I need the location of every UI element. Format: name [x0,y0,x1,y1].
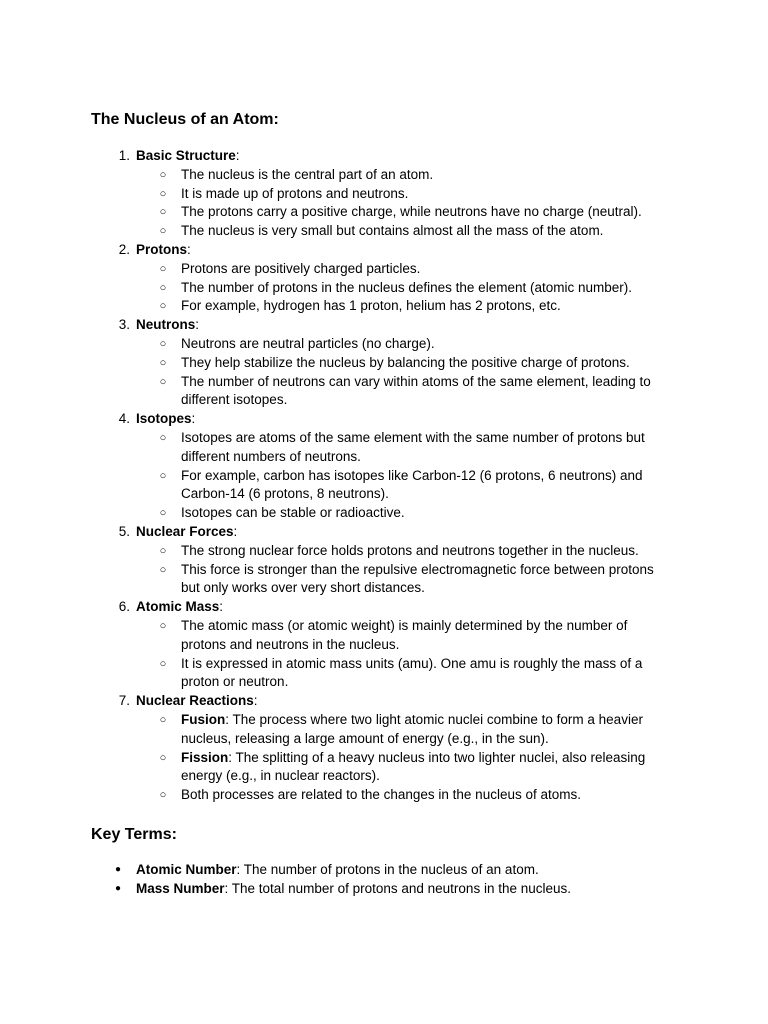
section-colon: : [195,317,200,333]
list-item [0,749,768,787]
item-text: Both processes are related to the changes in the nucleus of atoms. [181,787,581,803]
item-text: For example, carbon has isotopes like Carbon-12 (6 protons, 6 neutrons) and Carbon-14 (6 protons, 8 neutrons). [181,467,643,502]
list-item [0,617,768,655]
section-colon: : [219,599,224,615]
list-item [0,335,768,354]
section-points [0,335,768,410]
list-item [0,373,768,411]
section-item [0,692,768,805]
section-number: 2. [118,241,130,257]
section-title: Protons [136,241,188,257]
item-term: Fission [181,749,229,765]
section-colon: : [253,693,258,709]
bullet-icon: ● [114,864,122,875]
key-term-item [0,861,768,880]
item-text: The nucleus is very small but contains almost all the mass of the atom. [181,223,604,239]
section-title: Basic Structure [136,148,236,163]
section-number: 6. [118,599,130,615]
circle-bullet-icon: ○ [159,300,167,313]
list-item [0,185,768,204]
item-text: The strong nuclear force holds protons and neutrons together in the nucleus. [181,542,639,558]
page-title: The Nucleus of an Atom: [91,111,279,128]
section-points [0,542,768,598]
section-colon: : [191,411,196,427]
section-heading [0,598,768,617]
section-item [0,316,768,410]
item-text: Neutrons are neutral particles (no charge). [181,335,435,351]
section-points [0,166,768,241]
circle-bullet-icon: ○ [159,187,167,200]
item-text: For example, hydrogen has 1 proton, helium has 2 protons, etc. [181,298,561,314]
item-text: The protons carry a positive charge, while neutrons have no charge (neutral). [181,204,642,220]
section-points [0,260,768,316]
section-title: Isotopes [136,411,192,427]
circle-bullet-icon: ○ [159,751,167,764]
section-colon: : [235,148,240,163]
key-terms-list [0,861,768,899]
section-colon: : [187,241,191,257]
list-item [0,655,768,693]
key-term-name: Atomic Number [136,862,237,877]
section-item [0,147,768,241]
list-item [0,166,768,185]
circle-bullet-icon: ○ [159,206,167,219]
list-item [0,260,768,279]
circle-bullet-icon: ○ [159,619,167,632]
section-points [0,711,768,805]
section-item [0,410,768,523]
list-item [0,203,768,222]
item-text: : The process where two light atomic nuclei combine to form a heavier nucleus, releasing a large amount of energy (e.g., in the sun). [181,711,643,746]
key-terms-heading: Key Terms: [91,826,177,843]
list-item [0,354,768,373]
section-number: 4. [118,411,130,427]
section-heading [0,147,768,166]
circle-bullet-icon: ○ [159,375,167,388]
item-term: Fusion [181,711,226,727]
section-number: 3. [118,317,130,333]
list-item [0,711,768,749]
key-term-name: Mass Number [136,880,225,896]
circle-bullet-icon: ○ [159,281,167,294]
circle-bullet-icon: ○ [159,544,167,557]
item-text: The number of protons in the nucleus defines the element (atomic number). [181,279,632,295]
section-points [0,429,768,523]
item-text: It is expressed in atomic mass units (amu). One amu is roughly the mass of a proton or neutron. [181,655,643,690]
circle-bullet-icon: ○ [159,657,167,670]
circle-bullet-icon: ○ [159,431,167,444]
section-item [0,241,768,316]
circle-bullet-icon: ○ [159,356,167,369]
circle-bullet-icon: ○ [159,337,167,350]
list-item [0,222,768,241]
list-item [0,786,768,805]
section-title: Nuclear Reactions [136,693,254,709]
circle-bullet-icon: ○ [159,507,167,520]
section-heading [0,692,768,711]
key-term-definition: : The number of protons in the nucleus of an atom. [236,862,539,877]
item-text: : The splitting of a heavy nucleus into two lighter nuclei, also releasing energy (e.g., in nuclear reactors). [181,749,646,784]
circle-bullet-icon: ○ [159,469,167,482]
circle-bullet-icon: ○ [159,225,167,238]
circle-bullet-icon: ○ [159,713,167,726]
sections-list [0,147,768,805]
section-colon: : [233,523,238,539]
item-text: Isotopes are atoms of the same element with the same number of protons but different numbers of neutrons. [181,429,645,464]
item-text: They help stabilize the nucleus by balancing the positive charge of protons. [181,354,630,370]
section-heading [0,410,768,429]
list-item [0,297,768,316]
section-title: Neutrons [136,317,196,333]
section-heading [0,241,768,260]
section-number: 5. [118,523,130,539]
circle-bullet-icon: ○ [159,262,167,275]
section-number: 1. [118,148,130,163]
list-item [0,279,768,298]
section-heading [0,316,768,335]
section-heading [0,523,768,542]
section-title: Atomic Mass [136,599,220,615]
list-item [0,542,768,561]
list-item [0,504,768,523]
section-item [0,598,768,692]
item-text: The number of neutrons can vary within atoms of the same element, leading to different isotopes. [181,373,651,408]
section-title: Nuclear Forces [136,523,234,539]
item-text: This force is stronger than the repulsive electromagnetic force between protons but only works over very short distances. [181,561,654,596]
section-number: 7. [118,693,130,709]
item-text: Protons are positively charged particles. [181,260,421,276]
circle-bullet-icon: ○ [159,789,167,802]
item-text: It is made up of protons and neutrons. [181,185,409,201]
bullet-icon: ● [114,882,122,894]
item-text: The atomic mass (or atomic weight) is mainly determined by the number of protons and neutrons in the nucleus. [181,617,628,652]
item-text: Isotopes can be stable or radioactive. [181,505,405,521]
list-item [0,561,768,599]
section-points [0,617,768,692]
item-text: The nucleus is the central part of an atom. [181,166,434,182]
key-term-definition: : The total number of protons and neutrons in the nucleus. [224,880,572,896]
circle-bullet-icon: ○ [159,168,167,181]
section-item [0,523,768,598]
list-item [0,429,768,467]
circle-bullet-icon: ○ [159,563,167,576]
key-term-item [0,880,768,899]
list-item [0,467,768,505]
